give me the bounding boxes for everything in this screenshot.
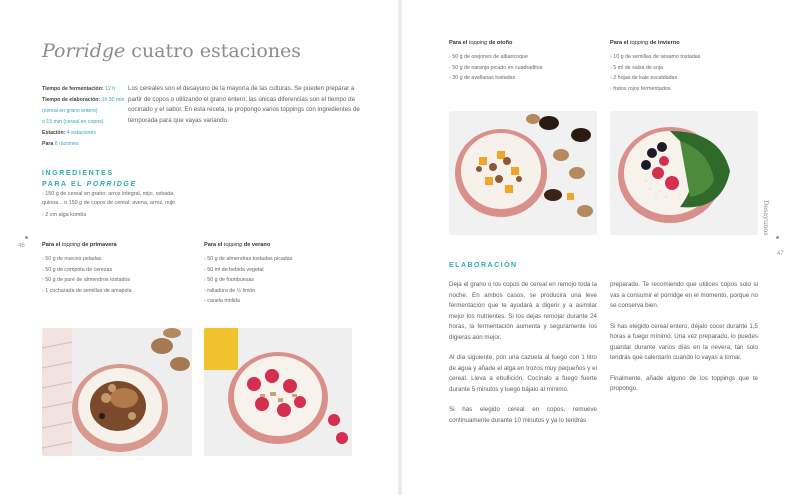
list-item: › 30 g de avellanas tostadas [449, 73, 542, 84]
page-number-right: 47 [777, 251, 784, 257]
list-item: › 1 cucharada de semillas de amapola [42, 286, 132, 297]
ingredients-heading-italic: PORRIDGE [86, 181, 137, 188]
list-item: › ralladura de ½ limón [204, 286, 292, 297]
elaboration-heading: ELABORACIÓN [449, 262, 518, 269]
fermentation-value: 12 h [105, 86, 116, 92]
summer-heading-b: topping [223, 242, 243, 248]
spring-topping [42, 242, 132, 296]
recipe-meta [42, 84, 126, 150]
elaboration-flakes: o 15 min (cereal en copos) [42, 119, 104, 125]
list-item: › 50 g de frambuesas [204, 275, 292, 286]
winter-list [610, 52, 700, 94]
servings-value: 8 raciones [54, 141, 79, 147]
summer-heading-a: Para el [204, 242, 224, 248]
spring-heading-c: de primavera [80, 242, 117, 248]
ingredients-heading-line2: PARA EL [42, 181, 87, 188]
spring-heading-b: topping [61, 242, 81, 248]
ingredients-heading [42, 168, 137, 190]
winter-heading-a: Para el [610, 40, 630, 46]
autumn-heading [449, 40, 542, 46]
list-item: › canela molida [204, 296, 292, 307]
autumn-porridge-photo [449, 111, 597, 235]
title-italic: Porridge [42, 40, 126, 62]
recipe-title [42, 40, 301, 62]
spring-porridge-photo [42, 328, 192, 456]
list-item: › frutos rojos fermentados [610, 84, 700, 95]
spring-heading [42, 242, 132, 248]
paragraph: Si has elegido cereal en copos, remueve continuamente durante 10 minutos y ya lo tendrás [449, 406, 597, 424]
paragraph: Al día siguiente, pon una cazuela al fuego con 1 litro de agua y añade el alga en trozos muy pequeños y el cereal. Lleva a ebullición. Cocínalo a fuego fuerte durante 5 minutos y luego bájalo al mínimo. [449, 354, 597, 393]
elaboration-grain: (cereal en grano entero) [42, 108, 98, 114]
winter-heading [610, 40, 700, 46]
elaboration-value: 1h 30 min [101, 97, 125, 103]
autumn-heading-c: de otoño [487, 40, 513, 46]
paragraph: Si has elegido cereal entero, déjalo cocer durante 1,5 horas a fuego mínimo. Una vez preparado, lo puedes guardar durante varios días en la nevera; tan solo tendrás que calentarlo cuando lo vayas a tomar. [610, 322, 758, 361]
season-label: Estación: [42, 130, 67, 136]
summer-heading [204, 242, 292, 248]
summer-porridge-photo [204, 328, 352, 456]
paragraph: preparado. Te recomiendo que utilices copos solo si vas a consumir el porridge en el momento, porque no se conserva bien. [610, 281, 758, 309]
summer-topping [204, 242, 292, 307]
recipe-intro: Los cereales son el desayuno de la mayoría de las culturas. Se pueden preparar a partir de copos o utilizando el grano entero; las únicas diferencias son el tiempo de cocinado y el sabor. En esta receta, te propongo varios toppings con ingredientes de temporada para que vayas variando. [128, 85, 360, 124]
list-item: › 50 g de nueces peladas [42, 254, 132, 265]
title-rest: cuatro estaciones [125, 40, 302, 62]
winter-topping [610, 40, 700, 94]
page-marker-dot [25, 236, 28, 239]
list-item: › 50 g de orejones de albaricoque [449, 52, 542, 63]
list-item: › 50 g de puré de almendros tostados [42, 275, 132, 286]
elaboration-column-1 [449, 280, 597, 436]
list-item: › 50 g de almendras tostadas picadas [204, 254, 292, 265]
paragraph: Finalmente, añade alguno de los toppings que te propongo. [610, 374, 758, 392]
list-item: › 2 cm alga kombu [42, 211, 192, 220]
page-number-left: 46 [18, 243, 25, 249]
ingredients-heading-line1: INGREDIENTES [42, 170, 114, 177]
spring-heading-a: Para el [42, 242, 62, 248]
page-marker-dot [776, 236, 779, 239]
autumn-heading-b: topping [468, 40, 488, 46]
list-item: › 50 g de naranja picado en cuadraditos [449, 63, 542, 74]
servings-label: Para [42, 141, 55, 147]
book-gutter [398, 0, 402, 495]
list-item: › 50 g de compota de cerezas [42, 265, 132, 276]
summer-list [204, 254, 292, 307]
ingredients-list [42, 190, 192, 222]
summer-heading-c: de verano [242, 242, 271, 248]
elaboration-column-2 [610, 280, 758, 405]
section-label: Desayunos [762, 200, 770, 236]
elaboration-label: Tiempo de elaboración: [42, 97, 102, 103]
autumn-topping [449, 40, 542, 84]
paragraph: Deja el grano o los copos de cereal en remojo toda la noche. En ambos casos, se producirá una leve fermentación que te ayudará a digerir y a asimilar mejor los nutrientes. Si los dejas remojar durante 24 horas, la fermentación aumenta y seguramente los digieras aún mejor. [449, 281, 597, 341]
autumn-heading-a: Para el [449, 40, 469, 46]
winter-heading-b: topping [629, 40, 649, 46]
list-item: › 50 ml de bebida vegetal [204, 265, 292, 276]
fermentation-label: Tiempo de fermentación: [42, 86, 106, 92]
autumn-list [449, 52, 542, 84]
winter-porridge-photo [610, 111, 758, 235]
season-value: 4 estaciones [66, 130, 96, 136]
list-item: › 10 g de semillas de sésamo tostadas [610, 52, 700, 63]
list-item: › 150 g de cereal en grano: arroz integral, mijo, cebada, quinoa... o 150 g de copos de cereal: avena, arroz, mijo [42, 190, 192, 208]
winter-heading-c: de invierno [648, 40, 680, 46]
list-item: › 5 ml de salsa de soja [610, 63, 700, 74]
spring-list [42, 254, 132, 296]
list-item: › 2 hojas de kale escaldadas [610, 73, 700, 84]
